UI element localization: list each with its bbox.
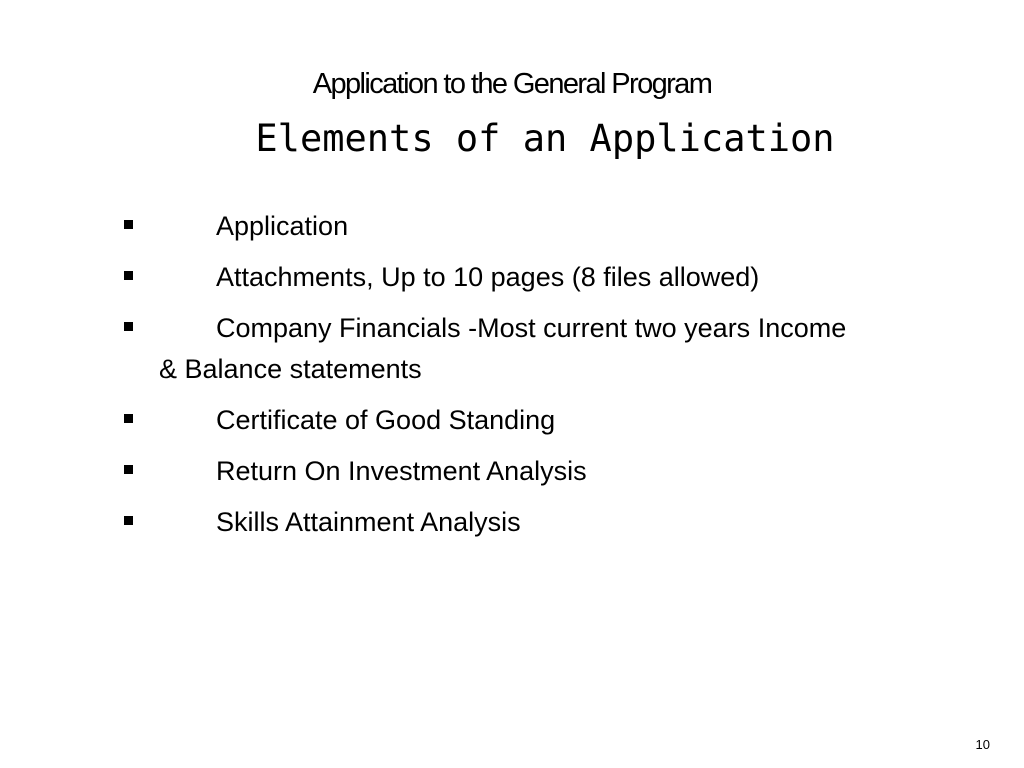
- list-item: [118, 451, 978, 492]
- square-bullet-icon: [124, 220, 133, 229]
- slide-title: Elements of an Application: [255, 117, 835, 160]
- bullet-list: [118, 206, 978, 553]
- bullet-text-line-2: & Balance statements: [159, 354, 422, 384]
- square-bullet-icon: [124, 271, 133, 280]
- list-item: [118, 257, 978, 298]
- bullet-text-line-1: Company Financials -Most current two years Income: [216, 313, 847, 343]
- square-bullet-icon: [124, 516, 133, 525]
- list-item: [118, 206, 978, 247]
- square-bullet-icon: [124, 322, 133, 331]
- page-number: 10: [975, 737, 990, 752]
- bullet-text-multiline: [118, 308, 978, 390]
- list-item: [118, 400, 978, 441]
- bullet-text: Certificate of Good Standing: [216, 405, 556, 435]
- bullet-text: Skills Attainment Analysis: [216, 507, 521, 537]
- list-item: [118, 502, 978, 543]
- square-bullet-icon: [124, 465, 133, 474]
- bullet-text: Application: [216, 211, 349, 241]
- square-bullet-icon: [124, 414, 133, 423]
- bullet-text: Attachments, Up to 10 pages (8 files allowed): [216, 262, 760, 292]
- list-item: [118, 308, 978, 390]
- bullet-text: Return On Investment Analysis: [216, 456, 587, 486]
- slide-subtitle: Application to the General Program: [312, 68, 712, 100]
